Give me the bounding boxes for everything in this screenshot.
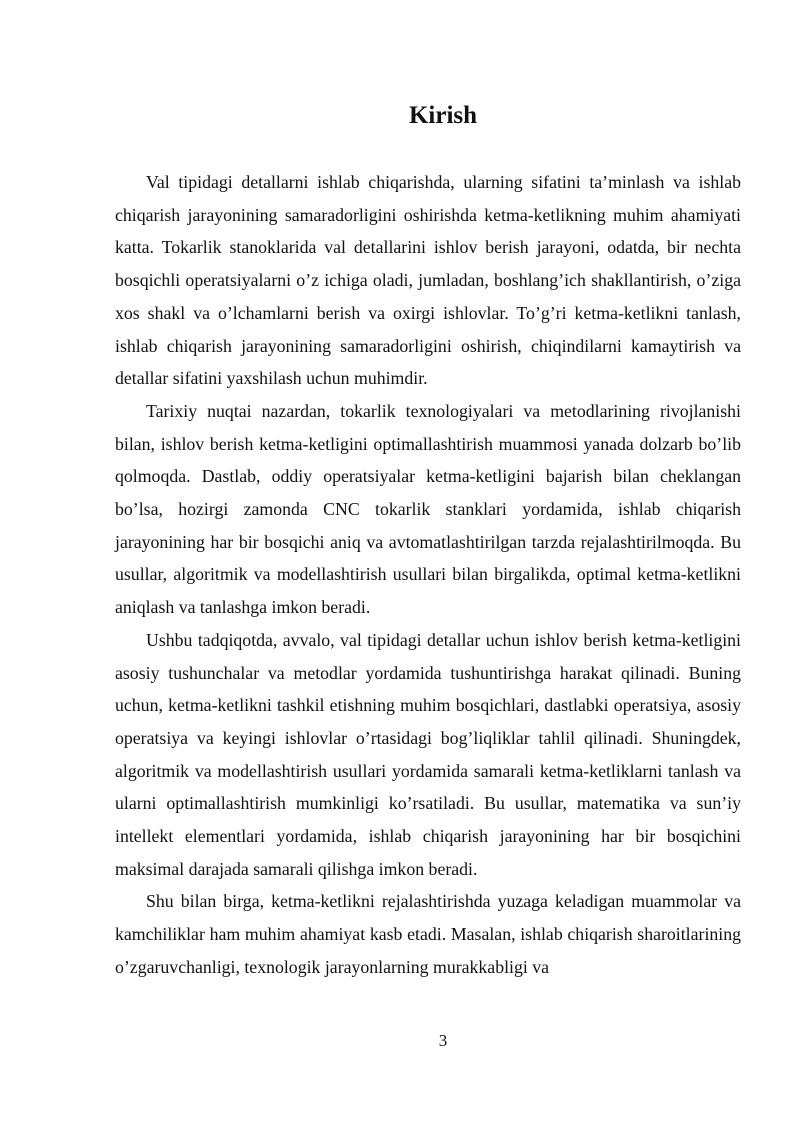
paragraph-3: Ushbu tadqiqotda, avvalo, val tipidagi detallar uchun ishlov berish ketma-ketligini asosiy tushunchalar va metodlar yordamida tushuntirishga harakat qilinadi. Buning uchun, ketma-ketlikni tashkil etishning muhim bosqichlari, dastlabki operatsiya, asosiy operatsiya va keyingi ishlovlar o’rtasidagi bog’liqliklar tahlil qilinadi. Shuningdek, algoritmik va modellashtirish usullari yordamida samarali ketma-ketliklarni tanlash va ularni optimallashtirish mumkinligi ko’rsatiladi. Bu usullar, matematika va sun’iy intellekt elementlari yordamida, ishlab chiqarish jarayonining har bir bosqichini maksimal darajada samarali qilishga imkon beradi. bbox=[115, 629, 741, 879]
paragraph-4: Shu bilan birga, ketma-ketlikni rejalashtirishda yuzaga keladigan muammolar va kamchiliklar ham muhim ahamiyat kasb etadi. Masalan, ishlab chiqarish sharoitlarining o’zgaruvchanligi, texnologik jarayonlarning murakkabligi va bbox=[115, 891, 741, 977]
paragraph-1: Val tipidagi detallarni ishlab chiqarishda, ularning sifatini ta’minlash va ishlab chiqarish jarayonining samaradorligini oshirishda ketma-ketlikning muhim ahamiyati katta. Tokarlik stanoklarida val detallarini ishlov berish jarayoni, odatda, bir nechta bosqichli operatsiyalarni o’z ichiga oladi, jumladan, boshlang’ich shakllantirish, o’ziga xos shakl va o’lchamlarni berish va oxirgi ishlovlar. To’g’ri ketma-ketlikni tanlash, ishlab chiqarish jarayonining samaradorligini oshirish, chiqindilarni kamaytirish va detallar sifatini yaxshilash uchun muhimdir. bbox=[115, 172, 741, 389]
paragraph-2: Tarixiy nuqtai nazardan, tokarlik texnologiyalari va metodlarining rivojlanishi bilan, ishlov berish ketma-ketligini optimallashtirish muammosi yanada dolzarb bo’lib qolmoqda. Dastlab, oddiy operatsiyalar ketma-ketligini bajarish bilan cheklangan bo’lsa, hozirgi zamonda CNC tokarlik stanklari yordamida, ishlab chiqarish jarayonining har bir bosqichi aniq va avtomatlashtirilgan tarzda rejalashtirilmoqda. Bu usullar, algoritmik va modellashtirish usullari bilan birgalikda, optimal ketma-ketlikni aniqlash va tanlashga imkon beradi. bbox=[115, 400, 741, 618]
body-text bbox=[115, 166, 741, 984]
page-title: Kirish bbox=[408, 102, 478, 129]
page-number: 3 bbox=[438, 1031, 448, 1050]
